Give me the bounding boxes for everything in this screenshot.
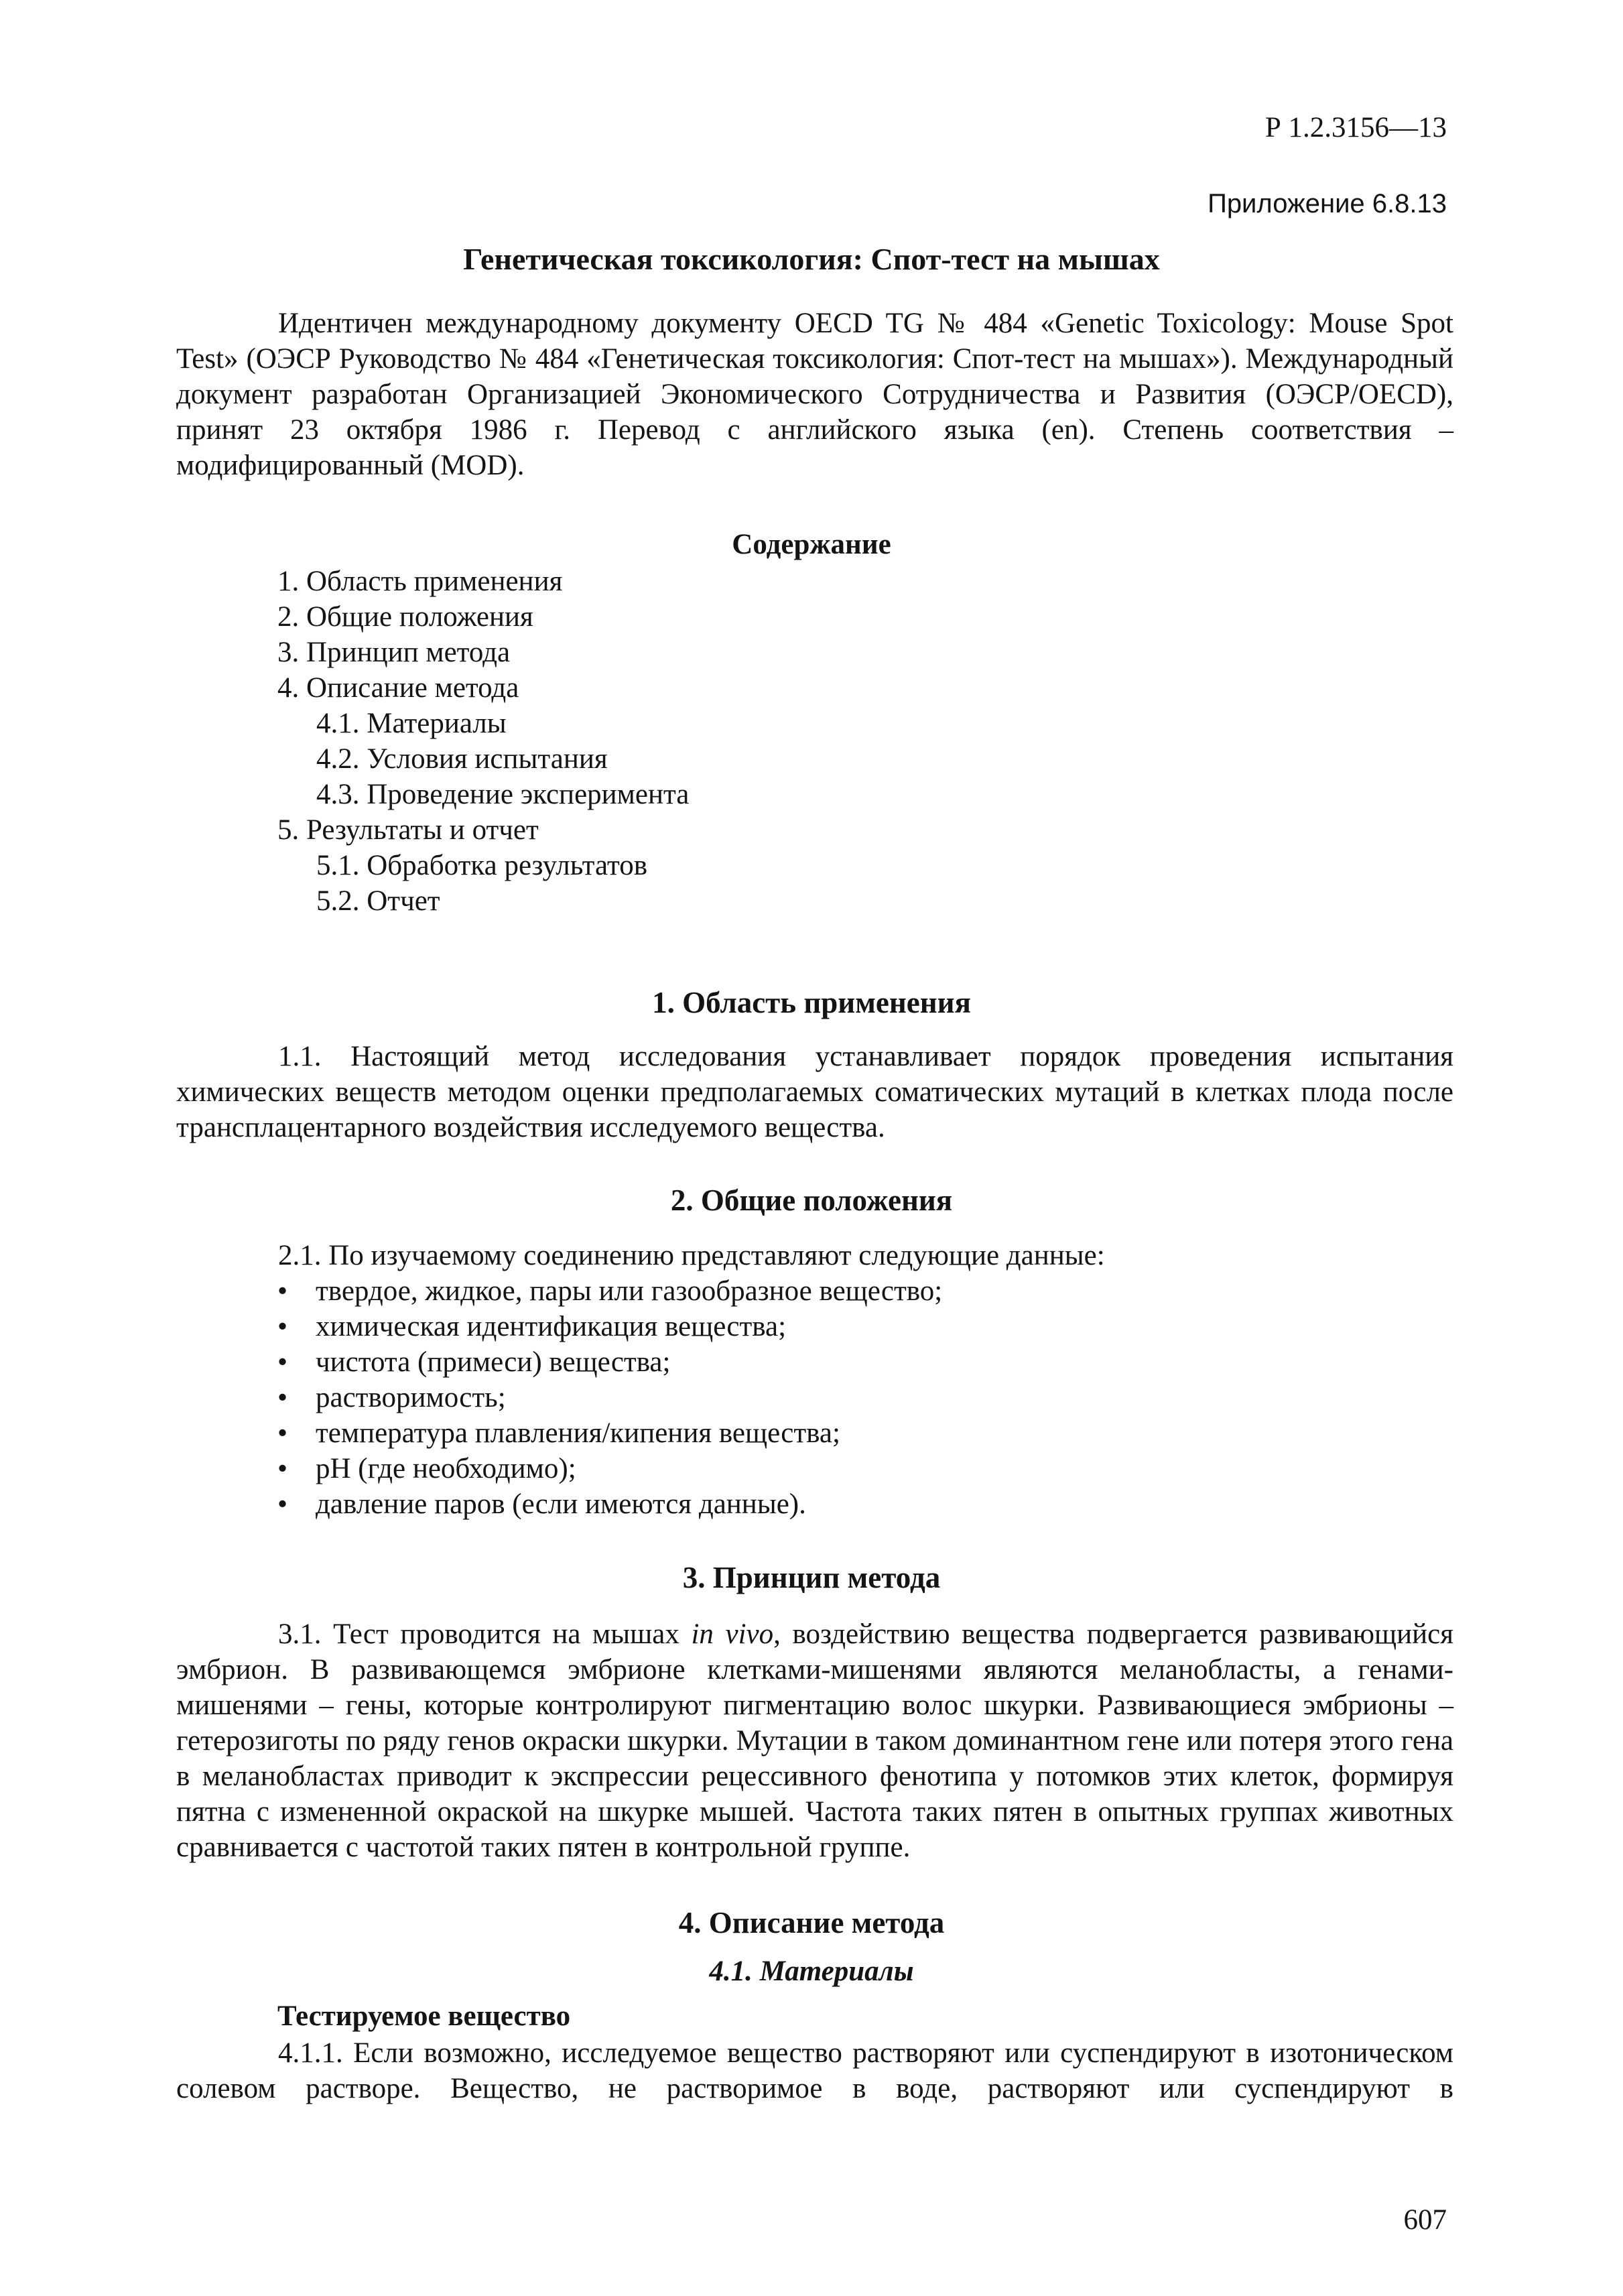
toc-item: 4. Описание метода (277, 672, 519, 704)
section-4-paragraph (176, 2035, 1453, 2106)
section-1-heading: 1. Область применения (652, 986, 971, 1019)
toc-item: 4.2. Условия испытания (316, 743, 608, 775)
section-4-heading: 4. Описание метода (678, 1906, 945, 1939)
section-3-text: 3.1. Тест проводится на мышах in vivo, воздействию вещества подвергается развивающийся эмбрион. В развивающемся эмбрионе клетками-мишенями являются меланобласты, а генами-мишенями – гены, которые контролируют пигментацию волос шкурки. Развивающиеся эмбрионы – гетерозиготы по ряду генов окраски шкурки. Мутации в таком доминантном гене или потеря этого гена в меланобластах приводит к экспрессии рецессивного фенотипа у потомков этих клеток, формируя пятна с измененной окраской на шкурке мышей. Частота таких пятен в опытных группах животных сравнивается с частотой таких пятен в контрольной группе. (176, 1618, 1453, 1863)
bullet-list (277, 1273, 942, 1522)
section-1-text: 1.1. Настоящий метод исследования устанавливает порядок проведения испытания химических веществ методом оценки предполагаемых соматических мутаций в клетках плода после трансплацентарного воздействия исследуемого вещества. (176, 1041, 1453, 1143)
toc-item: 4.1. Материалы (316, 708, 507, 739)
section-1-paragraph (176, 1039, 1453, 1145)
document-title: Генетическая токсикология: Спот-тест на мышах (463, 242, 1160, 276)
toc-item: 5.1. Обработка результатов (316, 850, 647, 881)
list-item: • pH (где необходимо); (277, 1451, 942, 1486)
section-2-text: 2.1. По изучаемому соединению представляют следующие данные: (278, 1240, 1105, 1271)
section-2-paragraph (176, 1238, 1453, 1273)
list-item: • химическая идентификация вещества; (277, 1309, 942, 1344)
test-substance-heading: Тестируемое вещество (277, 2000, 571, 2032)
toc-item: 2. Общие положения (277, 601, 533, 633)
list-item: • растворимость; (277, 1380, 942, 1415)
table-of-contents (277, 564, 689, 919)
section-4-text: 4.1.1. Если возможно, исследуемое вещество растворяют или суспендируют в изотоническом солевом растворе. Вещество, не растворимое в воде, растворяют или суспендируют в (176, 2037, 1453, 2104)
toc-item: 3. Принцип метода (277, 637, 511, 668)
bullet-icon: • (277, 1275, 288, 1307)
list-item: • температура плавления/кипения вещества; (277, 1415, 942, 1451)
toc-item: 5.2. Отчет (316, 885, 440, 917)
bullet-icon: • (277, 1488, 288, 1520)
toc-item: 1. Область применения (277, 566, 563, 597)
contents-title: Содержание (732, 529, 891, 560)
bullet-icon: • (277, 1453, 288, 1484)
section-2-heading: 2. Общие положения (670, 1184, 953, 1217)
appendix-label: Приложение 6.8.13 (1208, 189, 1447, 218)
section-3-heading: 3. Принцип метода (682, 1561, 941, 1594)
intro-paragraph (176, 306, 1453, 483)
toc-item: 4.3. Проведение эксперимента (316, 779, 690, 810)
bullet-icon: • (277, 1311, 288, 1342)
toc-item: 5. Результаты и отчет (277, 814, 539, 846)
document-code: Р 1.2.3156—13 (1264, 112, 1447, 143)
intro-text: Идентичен международному документу OECD TG № 484 «Genetic Toxicology: Mouse Spot Test» (ОЭСР Руководство № 484 «Генетическая токсикология: Спот-тест на мышах»). Международный документ разработан Организацией Экономического Сотрудничества и Развития (ОЭСР/OECD), принят 23 октября 1986 г. Перевод с английского языка (en). Степень соответствия – модифицированный (MOD). (176, 308, 1453, 481)
bullet-icon: • (277, 1382, 288, 1413)
subsection-4-1-heading: 4.1. Материалы (709, 1956, 914, 1987)
list-item: • твердое, жидкое, пары или газообразное вещество; (277, 1273, 942, 1309)
page-number: 607 (1403, 2204, 1447, 2236)
italic-term: in vivo (691, 1618, 774, 1650)
section-3-paragraph (176, 1616, 1453, 1865)
bullet-icon: • (277, 1346, 288, 1378)
list-item: • давление паров (если имеются данные). (277, 1486, 942, 1522)
list-item: • чистота (примеси) вещества; (277, 1344, 942, 1380)
bullet-icon: • (277, 1417, 288, 1449)
